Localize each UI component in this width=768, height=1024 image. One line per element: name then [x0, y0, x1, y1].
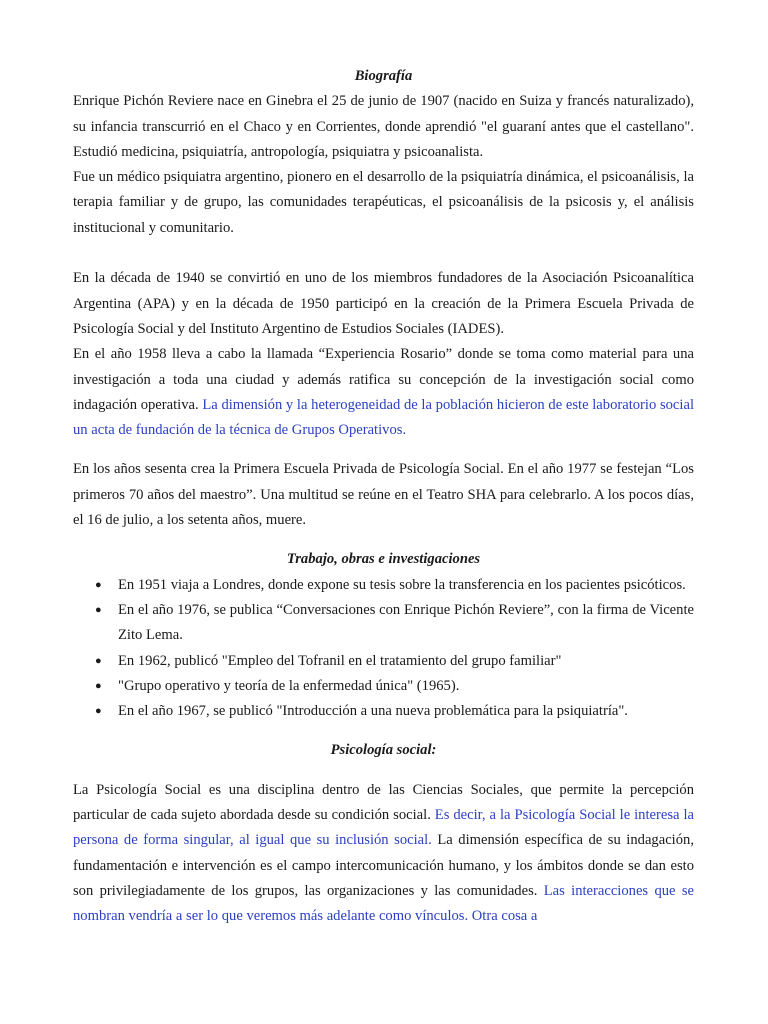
list-item-text: En 1951 viaja a Londres, donde expone su tesis sobre la transferencia en los pacientes psicóticos.	[118, 576, 686, 593]
document-page	[73, 64, 694, 930]
social-text-2: La dimensión específica de su indagación, fundamentación e intervención es el campo intercomunicación humano, y los ámbitos donde se dan esto son privilegiadamente de los grupos, las organizaciones y las comunidades.	[73, 832, 694, 899]
spacer	[73, 241, 694, 266]
list-item	[73, 699, 694, 724]
social-highlight-1: Es decir, a la Psicología Social le interesa la persona de forma singular, al igual que su inclusión social.	[73, 807, 694, 849]
list-item-text: En el año 1967, se publicó "Introducción a una nueva problemática para la psiquiatría".	[118, 703, 628, 720]
bio-paragraph-3: En la década de 1940 se convirtió en uno de los miembros fundadores de la Asociación Psicoanalítica Argentina (APA) y en la década de 1950 participó en la creación de la Primera Escuela Privada de Psicología Social y del Instituto Argentino de Estudios Sociales (IADES).	[73, 270, 694, 337]
social-text-1: La Psicología Social es una disciplina dentro de las Ciencias Sociales, que permite la percepción particular de cada sujeto abordada desde su condición social.	[73, 781, 694, 824]
list-item	[73, 573, 694, 598]
bullet-icon: ●	[95, 705, 102, 718]
spacer	[73, 764, 694, 778]
bullet-icon: ●	[95, 654, 102, 667]
bio-paragraph-4	[73, 342, 694, 443]
bio-paragraph-5: En los años sesenta crea la Primera Escuela Privada de Psicología Social. En el año 1977 se festejan “Los primeros 70 años del maestro”. Una multitud se reúne en el Teatro SHA para celebrarlo. A los pocos días, el 16 de julio, a los setenta años, muere.	[73, 461, 694, 529]
bio-paragraph-1: Enrique Pichón Reviere nace en Ginebra el 25 de junio de 1907 (nacido en Suiza y francés naturalizado), su infancia transcurrió en el Chaco y en Corrientes, donde aprendió "el guaraní antes que el castellano". Estudió medicina, psiquiatría, antropología, psiquiatra y psicoanalista.	[73, 93, 694, 160]
bullet-icon: ●	[95, 679, 102, 692]
bio-paragraph-4-highlight: La dimensión y la heterogeneidad de la población hicieron de este laboratorio social un acta de fundación de la técnica de Grupos Operativos.	[73, 396, 694, 439]
list-item	[73, 649, 694, 674]
spacer	[73, 724, 694, 738]
bullet-icon: ●	[95, 603, 102, 616]
spacer	[73, 533, 694, 547]
document-title: Biografía	[354, 68, 413, 84]
spacer	[73, 443, 694, 457]
bio-paragraph-2: Fue un médico psiquiatra argentino, pionero en el desarrollo de la psiquiatría dinámica, el psicoanálisis, la terapia familiar y de grupo, las comunidades terapéuticas, el psicoanálisis de la psicosis y, el análisis institucional y comunitario.	[73, 169, 694, 236]
bullet-icon: ●	[95, 578, 102, 591]
list-item-text: "Grupo operativo y teoría de la enfermedad única" (1965).	[118, 677, 460, 694]
social-paragraph	[73, 778, 694, 930]
list-item-text: En el año 1976, se publica “Conversaciones con Enrique Pichón Reviere”, con la firma de Vicente Zito Lema.	[118, 601, 694, 644]
list-item	[73, 598, 694, 649]
bio-paragraph-4-text: En el año 1958 lleva a cabo la llamada “Experiencia Rosario” donde se toma como material para una investigación a toda una ciudad y además ratifica su concepción de la investigación social como indagación operativa.	[73, 346, 694, 413]
works-list	[73, 573, 694, 725]
list-item	[73, 674, 694, 699]
social-highlight-2: Las interacciones que se nombran vendría a ser lo que veremos más adelante como vínculos. Otra cosa a	[73, 882, 695, 925]
list-item-text: En 1962, publicó "Empleo del Tofranil en el tratamiento del grupo familiar"	[118, 652, 562, 669]
works-heading: Trabajo, obras e investigaciones	[286, 551, 481, 568]
social-heading: Psicología social:	[330, 742, 437, 759]
